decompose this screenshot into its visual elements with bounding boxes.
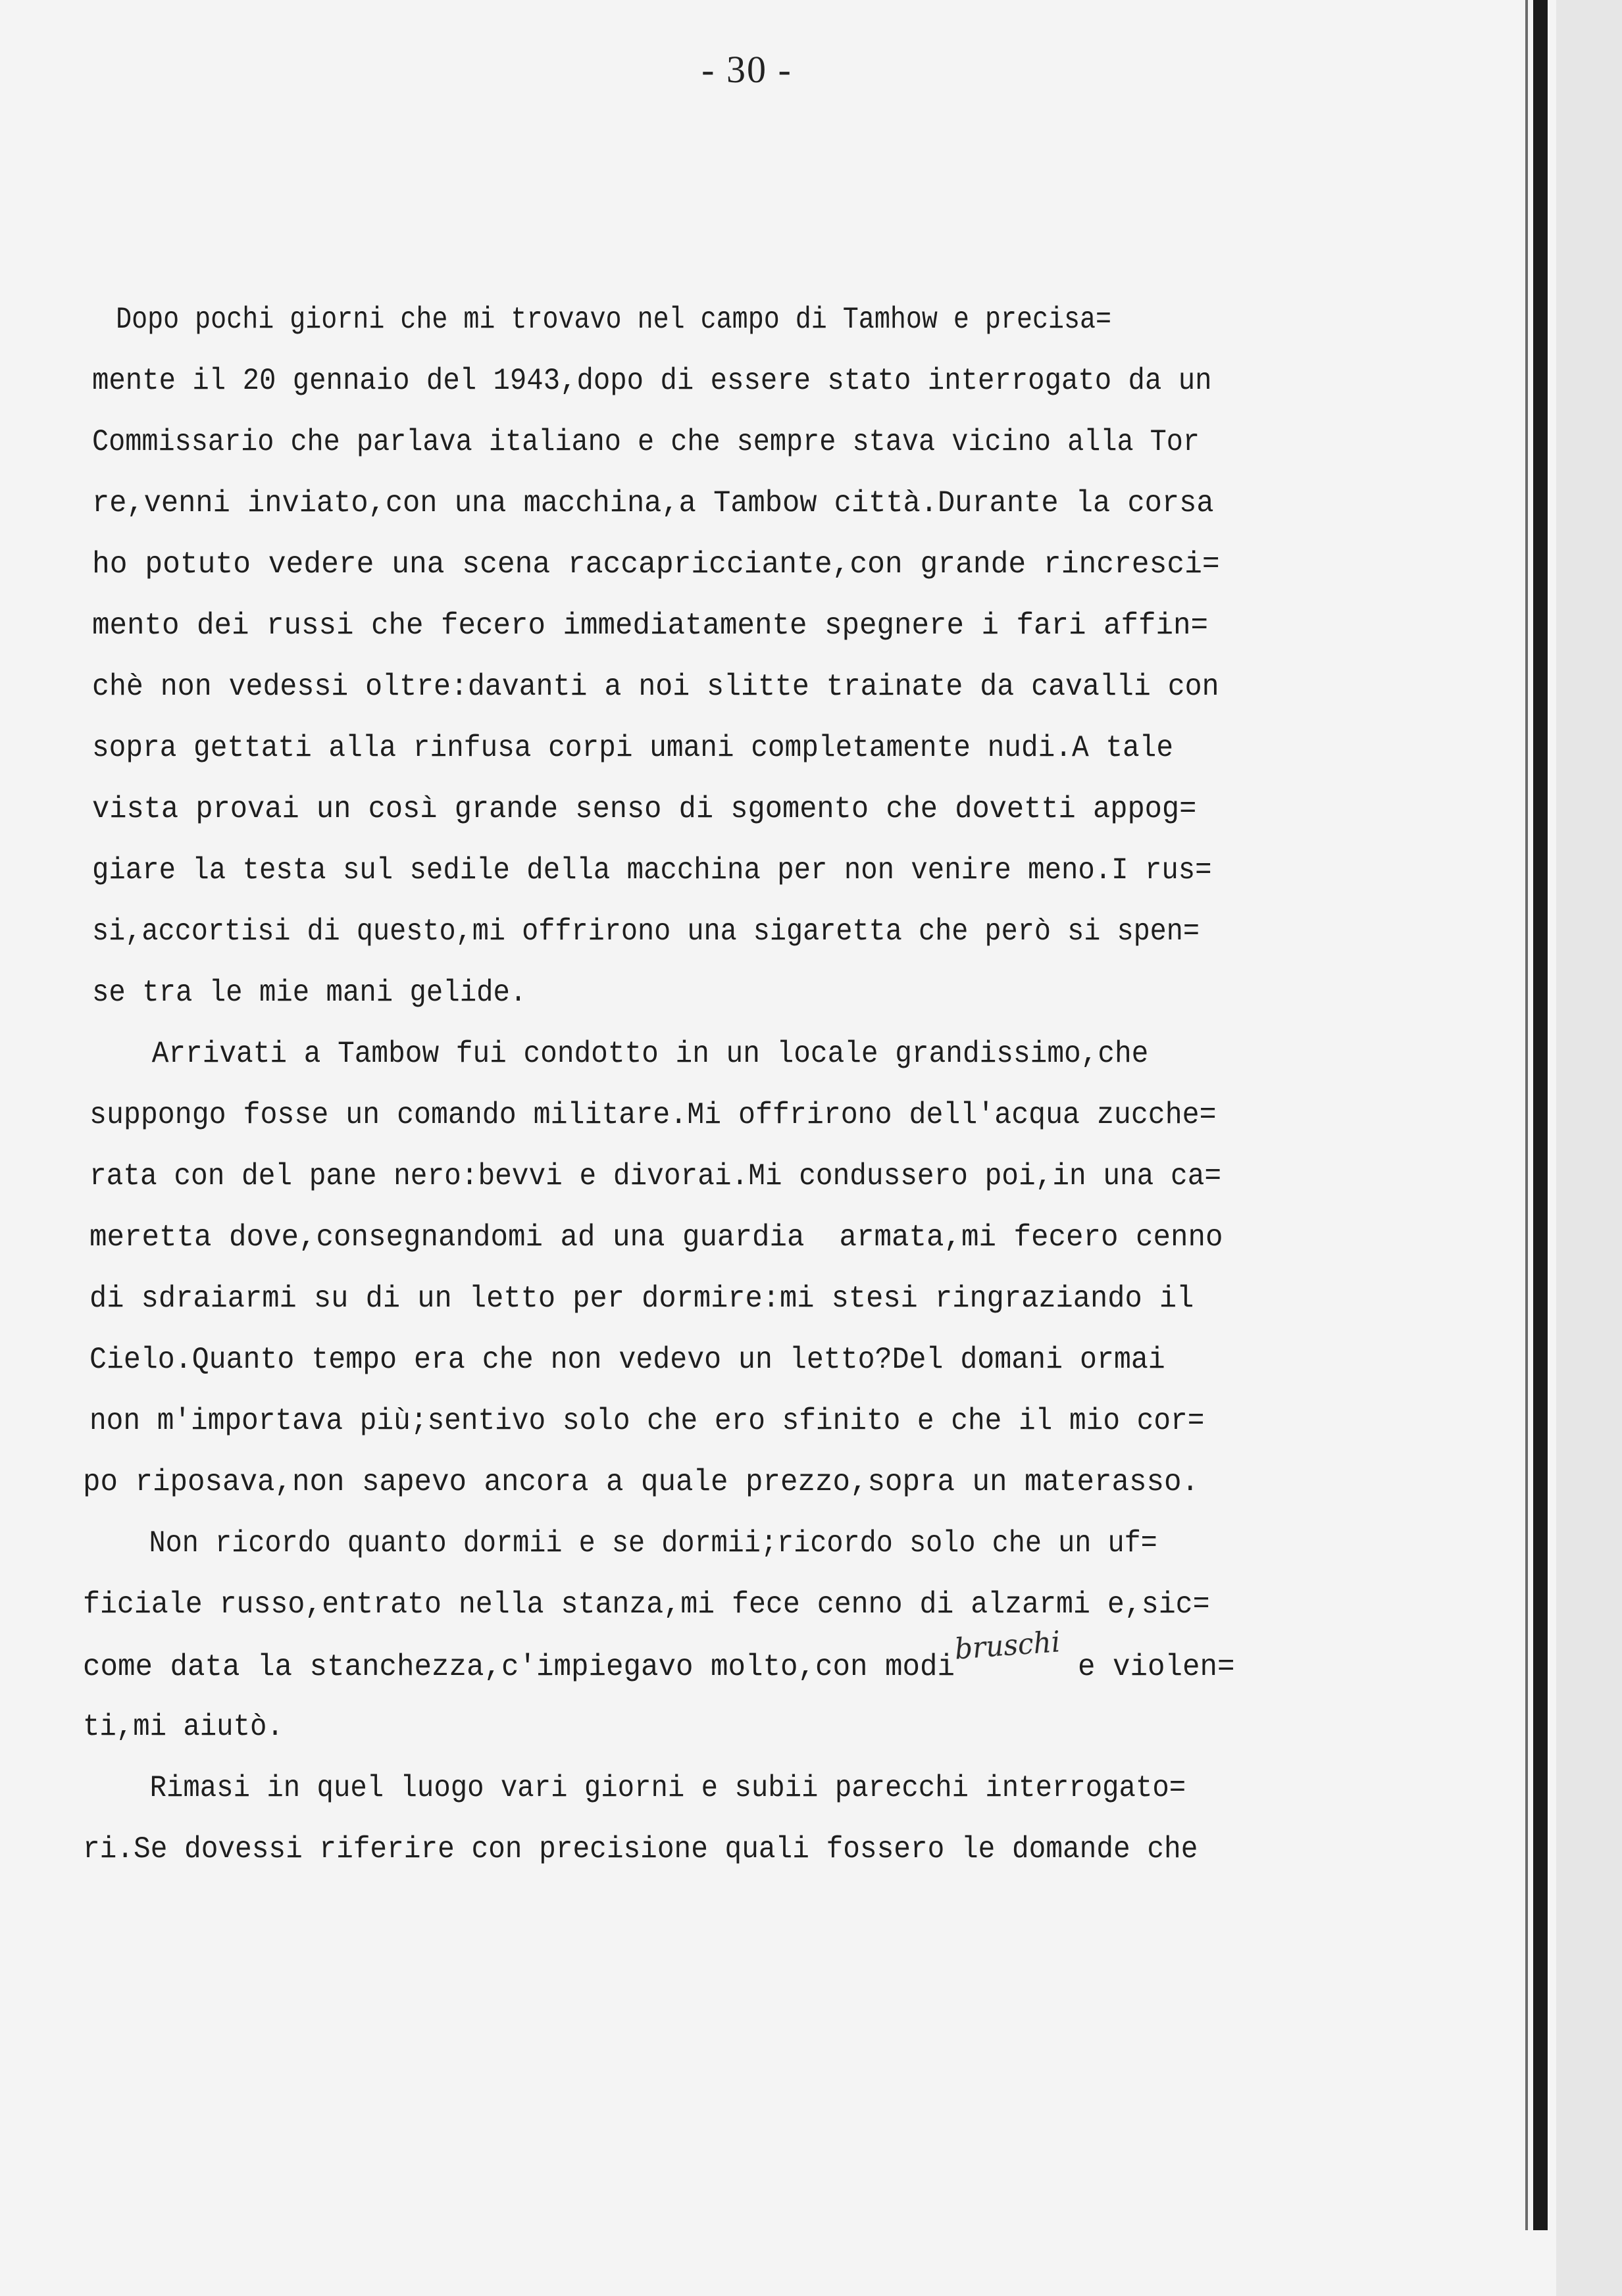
text-line-4: re,venni inviato,con una macchina,a Tambow città.Durante la corsa: [92, 486, 1214, 520]
binding-edge: [1533, 0, 1548, 2230]
scan-margin: [1556, 0, 1622, 2296]
text-line-6: mento dei russi che fecero immediatamente spegnere i fari affin=: [92, 609, 1209, 643]
text-line-11: si,accortisi di questo,mi offrirono una sigaretta che però si spen=: [92, 914, 1200, 949]
text-line-17: di sdraiarmi su di un letto per dormire:mi stesi ringraziando il: [89, 1282, 1194, 1316]
text-line-21: Non ricordo quanto dormii e se dormii;ricordo solo che un uf=: [83, 1526, 1157, 1560]
text-line-12: se tra le mie mani gelide.: [92, 976, 527, 1010]
text-line-2: mente il 20 gennaio del 1943,dopo di essere stato interrogato da un: [92, 364, 1212, 398]
handwritten-correction: bruschi: [953, 1625, 1062, 1666]
text-line-7: chè non vedessi oltre:davanti a noi slitte trainate da cavalli con: [92, 670, 1219, 704]
text-line-5: ho potuto vedere una scena raccapricciante,con grande rincresci=: [92, 547, 1220, 582]
text-line-10: giare la testa sul sedile della macchina per non venire meno.I rus=: [92, 853, 1212, 887]
text-line-13: Arrivati a Tambow fui condotto in un locale grandissimo,che: [84, 1037, 1149, 1071]
text-line-24: ti,mi aiutò.: [83, 1710, 284, 1744]
text-line-26: ri.Se dovessi riferire con precisione quali fossero le domande che: [83, 1832, 1198, 1866]
text-line-23-end: e violen=: [1060, 1650, 1235, 1684]
page-number: - 30 -: [701, 48, 792, 91]
text-line-20: po riposava,non sapevo ancora a quale prezzo,sopra un materasso.: [83, 1465, 1200, 1499]
binding-edge-thin: [1525, 0, 1528, 2230]
text-line-19: non m'importava più;sentivo solo che ero sfinito e che il mio cor=: [89, 1404, 1205, 1438]
text-line-1: Dopo pochi giorni che mi trovavo nel campo di Tamhow e precisa=: [53, 303, 1112, 337]
text-line-25: Rimasi in quel luogo vari giorni e subii parecchi interrogato=: [83, 1771, 1186, 1805]
text-line-3: Commissario che parlava italiano e che sempre stava vicino alla Tor: [92, 425, 1200, 459]
text-line-16: meretta dove,consegnandomi ad una guardia armata,mi fecero cenno: [89, 1220, 1223, 1255]
text-line-23: [83, 1625, 1235, 1684]
text-line-22: ficiale russo,entrato nella stanza,mi fece cenno di alzarmi e,sic=: [83, 1587, 1210, 1622]
text-line-14: suppongo fosse un comando militare.Mi offrirono dell'acqua zucche=: [89, 1098, 1217, 1132]
text-line-8: sopra gettati alla rinfusa corpi umani completamente nudi.A tale: [92, 731, 1174, 765]
text-line-9: vista provai un così grande senso di sgomento che dovetti appog=: [92, 792, 1197, 826]
text-line-15: rata con del pane nero:bevvi e divorai.Mi condussero poi,in una ca=: [89, 1159, 1222, 1193]
text-line-18: Cielo.Quanto tempo era che non vedevo un letto?Del domani ormai: [89, 1343, 1165, 1377]
text-line-23-start: come data la stanchezza,c'impiegavo molto,con modi: [83, 1650, 955, 1684]
